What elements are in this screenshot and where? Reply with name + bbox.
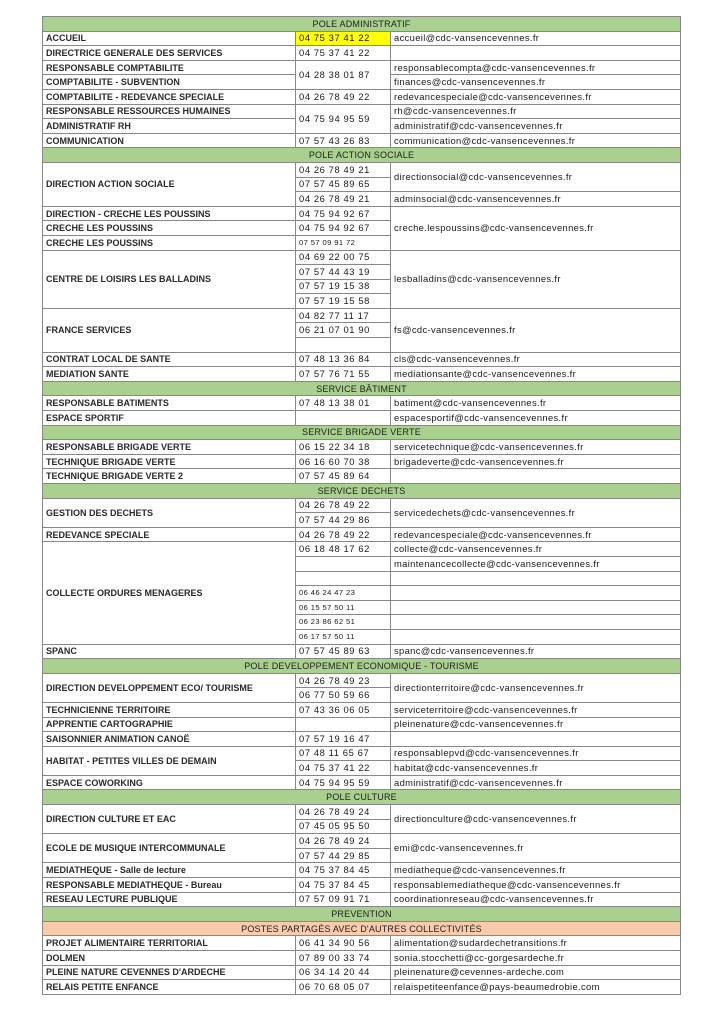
- section-header-row: [43, 484, 681, 499]
- phone-number: 04 75 37 41 22: [296, 46, 391, 61]
- phone-number: 07 43 36 06 05: [296, 702, 391, 717]
- phone-number: 07 48 13 36 84: [296, 352, 391, 367]
- email-address: emi@cdc-vansencevennes.fr: [391, 834, 681, 863]
- email-address: administratif@cdc-vansencevennes.fr: [391, 775, 681, 790]
- entry-name: APPRENTIE CARTOGRAPHIE: [43, 717, 296, 732]
- entry-name: RESPONSABLE BRIGADE VERTE: [43, 440, 296, 455]
- entry-name: CRECHE LES POUSSINS: [43, 235, 296, 250]
- phone-number: 04 26 78 49 22: [296, 527, 391, 542]
- directory-row: [43, 834, 681, 849]
- phone-number: 04 75 94 95 59: [296, 775, 391, 790]
- email-address: [391, 732, 681, 747]
- entry-name: DIRECTION ACTION SOCIALE: [43, 162, 296, 206]
- phone-number: 06 77 50 59 66: [296, 688, 391, 703]
- email-address: pleinenature@cdc-vansencevennes.fr: [391, 717, 681, 732]
- phone-number: 04 82 77 11 17: [296, 308, 391, 323]
- section-header-row: [43, 907, 681, 922]
- phone-number: 06 70 68 05 07: [296, 980, 391, 995]
- entry-name: FRANCE SERVICES: [43, 308, 296, 352]
- entry-name: DIRECTION DEVELOPPEMENT ECO/ TOURISME: [43, 673, 296, 702]
- email-address: lesballadins@cdc-vansencevennes.fr: [391, 250, 681, 308]
- directory-row: [43, 936, 681, 951]
- directory-row: [43, 411, 681, 426]
- directory-row: [43, 46, 681, 61]
- email-address: directionculture@cdc-vansencevennes.fr: [391, 805, 681, 834]
- section-header-row: [43, 921, 681, 936]
- directory-row: [43, 527, 681, 542]
- email-address: [391, 469, 681, 484]
- email-address: maintenancecollecte@cdc-vansencevennes.fr: [391, 556, 681, 571]
- email-address: sonia.stocchetti@cc-gorgesardeche.fr: [391, 951, 681, 966]
- section-header-row: [43, 425, 681, 440]
- entry-name: MEDIATION SANTE: [43, 367, 296, 382]
- section-title: POLE CULTURE: [43, 790, 681, 805]
- email-address: rh@cdc-vansencevennes.fr: [391, 104, 681, 119]
- phone-number: 06 16 60 70 38: [296, 454, 391, 469]
- email-address: accueil@cdc-vansencevennes.fr: [391, 31, 681, 46]
- phone-number: 04 75 37 84 45: [296, 878, 391, 893]
- entry-name: SPANC: [43, 644, 296, 659]
- directory-row: [43, 60, 681, 75]
- phone-number: 06 21 07 01 90: [296, 323, 391, 338]
- email-address: relaispetiteenfance@pays-beaumedrobie.com: [391, 980, 681, 995]
- section-header-row: [43, 659, 681, 674]
- phone-number: 07 57 45 89 63: [296, 644, 391, 659]
- entry-name: DIRECTRICE GENERALE DES SERVICES: [43, 46, 296, 61]
- phone-number: [296, 571, 391, 586]
- section-title: POLE ACTION SOCIALE: [43, 148, 681, 163]
- phone-number: 07 57 19 15 38: [296, 279, 391, 294]
- directory-row: [43, 775, 681, 790]
- entry-name: HABITAT - PETITES VILLES DE DEMAIN: [43, 746, 296, 775]
- entry-name: RESPONSABLE COMPTABILITE: [43, 60, 296, 75]
- phone-number: 07 57 09 91 72: [296, 235, 391, 250]
- section-header-row: [43, 790, 681, 805]
- email-address: serviceterritoire@cdc-vansencevennes.fr: [391, 702, 681, 717]
- email-address: administratif@cdc-vansencevennes.fr: [391, 119, 681, 134]
- entry-name: RELAIS PETITE ENFANCE: [43, 980, 296, 995]
- entry-name: PLEINE NATURE CEVENNES D'ARDECHE: [43, 965, 296, 980]
- phone-number: 04 75 37 41 22: [296, 761, 391, 776]
- directory-row: [43, 878, 681, 893]
- directory-row: [43, 440, 681, 455]
- entry-name: MEDIATHEQUE - Salle de lecture: [43, 863, 296, 878]
- directory-row: [43, 542, 681, 557]
- email-address: coordinationreseau@cdc-vansencevennes.fr: [391, 892, 681, 907]
- phone-number: 06 17 57 50 11: [296, 629, 391, 644]
- directory-row: [43, 469, 681, 484]
- email-address: adminsocial@cdc-vansencevennes.fr: [391, 192, 681, 207]
- entry-name: REDEVANCE SPECIALE: [43, 527, 296, 542]
- email-address: servicetechnique@cdc-vansencevennes.fr: [391, 440, 681, 455]
- directory-row: [43, 702, 681, 717]
- phone-number: 04 26 78 49 22: [296, 89, 391, 104]
- phone-number: 04 75 94 95 59: [296, 104, 391, 133]
- phone-number: 07 57 76 71 55: [296, 367, 391, 382]
- section-title: SERVICE BÂTIMENT: [43, 381, 681, 396]
- section-title: PREVENTION: [43, 907, 681, 922]
- directory-row: [43, 805, 681, 820]
- directory-row: [43, 367, 681, 382]
- phone-number: 07 57 44 29 85: [296, 848, 391, 863]
- directory-row: [43, 308, 681, 323]
- directory-row: [43, 352, 681, 367]
- email-address: communication@cdc-vansencevennes.fr: [391, 133, 681, 148]
- entry-name: COMMUNICATION: [43, 133, 296, 148]
- directory-row: [43, 89, 681, 104]
- directory-row: [43, 980, 681, 995]
- entry-name: RESEAU LECTURE PUBLIQUE: [43, 892, 296, 907]
- directory-row: [43, 31, 681, 46]
- directory-row: [43, 746, 681, 761]
- email-address: batiment@cdc-vansencevennes.fr: [391, 396, 681, 411]
- phone-number: 07 45 05 95 50: [296, 819, 391, 834]
- entry-name: GESTION DES DECHETS: [43, 498, 296, 527]
- phone-number: 06 23 86 62 51: [296, 615, 391, 630]
- entry-name: DOLMEN: [43, 951, 296, 966]
- entry-name: ACCUEIL: [43, 31, 296, 46]
- email-address: cls@cdc-vansencevennes.fr: [391, 352, 681, 367]
- phone-number: 04 75 94 92 67: [296, 221, 391, 236]
- directory-row: [43, 250, 681, 265]
- directory-row: [43, 732, 681, 747]
- entry-name: COMPTABILITE - REDEVANCE SPECIALE: [43, 89, 296, 104]
- email-address: finances@cdc-vansencevennes.fr: [391, 75, 681, 90]
- phone-number: 06 41 34 90 56: [296, 936, 391, 951]
- section-header-row: [43, 381, 681, 396]
- email-address: mediatheque@cdc-vansencevennes.fr: [391, 863, 681, 878]
- entry-name: COLLECTE ORDURES MENAGERES: [43, 542, 296, 644]
- email-address: servicedechets@cdc-vansencevennes.fr: [391, 498, 681, 527]
- email-address: fs@cdc-vansencevennes.fr: [391, 308, 681, 352]
- directory-row: [43, 863, 681, 878]
- entry-name: ADMINISTRATIF RH: [43, 119, 296, 134]
- email-address: [391, 615, 681, 630]
- email-address: responsablepvd@cdc-vansencevennes.fr: [391, 746, 681, 761]
- entry-name: PROJET ALIMENTAIRE TERRITORIAL: [43, 936, 296, 951]
- directory-row: [43, 644, 681, 659]
- section-title: POLE DEVELOPPEMENT ECONOMIQUE - TOURISME: [43, 659, 681, 674]
- phone-number: 07 57 19 16 47: [296, 732, 391, 747]
- phone-number: 04 26 78 49 21: [296, 162, 391, 177]
- phone-number: 07 57 44 29 86: [296, 513, 391, 528]
- directory-table: [42, 16, 681, 995]
- phone-number: 04 26 78 49 21: [296, 192, 391, 207]
- directory-row: [43, 162, 681, 177]
- entry-name: CENTRE DE LOISIRS LES BALLADINS: [43, 250, 296, 308]
- entry-name: RESPONSABLE RESSOURCES HUMAINES: [43, 104, 296, 119]
- directory-row: [43, 951, 681, 966]
- entry-name: TECHNIQUE BRIGADE VERTE 2: [43, 469, 296, 484]
- email-address: [391, 600, 681, 615]
- section-header-row: [43, 148, 681, 163]
- email-address: responsablemediatheque@cdc-vansencevennes.fr: [391, 878, 681, 893]
- entry-name: COMPTABILITE - SUBVENTION: [43, 75, 296, 90]
- email-address: redevancespeciale@cdc-vansencevennes.fr: [391, 527, 681, 542]
- phone-number: 07 57 45 89 65: [296, 177, 391, 192]
- section-title: POSTES PARTAGÉS AVEC D'AUTRES COLLECTIVITÉS: [43, 921, 681, 936]
- phone-number: 07 57 19 15 58: [296, 294, 391, 309]
- entry-name: ECOLE DE MUSIQUE INTERCOMMUNALE: [43, 834, 296, 863]
- entry-name: TECHNIQUE BRIGADE VERTE: [43, 454, 296, 469]
- entry-name: DIRECTION - CRECHE LES POUSSINS: [43, 206, 296, 221]
- phone-number: 04 69 22 00 75: [296, 250, 391, 265]
- directory-row: [43, 673, 681, 688]
- entry-name: SAISONNIER ANIMATION CANOË: [43, 732, 296, 747]
- directory-row: [43, 965, 681, 980]
- email-address: redevancespeciale@cdc-vansencevennes.fr: [391, 89, 681, 104]
- phone-number: 07 48 13 38 01: [296, 396, 391, 411]
- email-address: [391, 586, 681, 601]
- section-header-row: [43, 17, 681, 32]
- directory-row: [43, 717, 681, 732]
- section-title: POLE ADMINISTRATIF: [43, 17, 681, 32]
- email-address: alimentation@sudardechetransitions.fr: [391, 936, 681, 951]
- section-title: SERVICE DECHETS: [43, 484, 681, 499]
- directory-row: [43, 133, 681, 148]
- phone-number: 04 75 37 41 22: [296, 31, 391, 46]
- directory-row: [43, 206, 681, 221]
- phone-number: [296, 338, 391, 353]
- directory-row: [43, 104, 681, 119]
- email-address: collecte@cdc-vansencevennes.fr: [391, 542, 681, 557]
- phone-number: 04 75 94 92 67: [296, 206, 391, 221]
- phone-number: 06 15 57 50 11: [296, 600, 391, 615]
- phone-number: 06 34 14 20 44: [296, 965, 391, 980]
- entry-name: DIRECTION CULTURE ET EAC: [43, 805, 296, 834]
- email-address: directionsocial@cdc-vansencevennes.fr: [391, 162, 681, 191]
- phone-number: 07 57 45 89 64: [296, 469, 391, 484]
- directory-row: [43, 454, 681, 469]
- phone-number: [296, 411, 391, 426]
- phone-number: 07 57 44 43 19: [296, 265, 391, 280]
- phone-number: [296, 717, 391, 732]
- phone-number: 04 28 38 01 87: [296, 60, 391, 89]
- email-address: responsablecompta@cdc-vansencevennes.fr: [391, 60, 681, 75]
- email-address: mediationsante@cdc-vansencevennes.fr: [391, 367, 681, 382]
- phone-number: 04 26 78 49 24: [296, 834, 391, 849]
- phone-number: 04 75 37 84 45: [296, 863, 391, 878]
- email-address: brigadeverte@cdc-vansencevennes.fr: [391, 454, 681, 469]
- email-address: [391, 46, 681, 61]
- entry-name: ESPACE COWORKING: [43, 775, 296, 790]
- entry-name: CONTRAT LOCAL DE SANTE: [43, 352, 296, 367]
- email-address: [391, 629, 681, 644]
- email-address: espacesportif@cdc-vansencevennes.fr: [391, 411, 681, 426]
- directory-row: [43, 892, 681, 907]
- phone-number: 04 26 78 49 22: [296, 498, 391, 513]
- phone-number: 04 26 78 49 23: [296, 673, 391, 688]
- entry-name: RESPONSABLE MEDIATHEQUE - Bureau: [43, 878, 296, 893]
- phone-number: 07 89 00 33 74: [296, 951, 391, 966]
- phone-number: 07 48 11 65 67: [296, 746, 391, 761]
- email-address: [391, 571, 681, 586]
- phone-number: 06 46 24 47 23: [296, 586, 391, 601]
- email-address: spanc@cdc-vansencevennes.fr: [391, 644, 681, 659]
- entry-name: RESPONSABLE BATIMENTS: [43, 396, 296, 411]
- entry-name: CRECHE LES POUSSINS: [43, 221, 296, 236]
- phone-number: 07 57 43 26 83: [296, 133, 391, 148]
- phone-number: [296, 556, 391, 571]
- phone-number: 04 26 78 49 24: [296, 805, 391, 820]
- email-address: directionterritoire@cdc-vansencevennes.fr: [391, 673, 681, 702]
- email-address: habitat@cdc-vansencevennes.fr: [391, 761, 681, 776]
- entry-name: ESPACE SPORTIF: [43, 411, 296, 426]
- section-title: SERVICE BRIGADE VERTE: [43, 425, 681, 440]
- phone-number: 07 57 09 91 71: [296, 892, 391, 907]
- phone-number: 06 18 48 17 62: [296, 542, 391, 557]
- entry-name: TECHNICIENNE TERRITOIRE: [43, 702, 296, 717]
- directory-row: [43, 396, 681, 411]
- directory-row: [43, 498, 681, 513]
- email-address: pleinenature@cevennes-ardeche.com: [391, 965, 681, 980]
- phone-number: 06 15 22 34 18: [296, 440, 391, 455]
- email-address: creche.lespoussins@cdc-vansencevennes.fr: [391, 206, 681, 250]
